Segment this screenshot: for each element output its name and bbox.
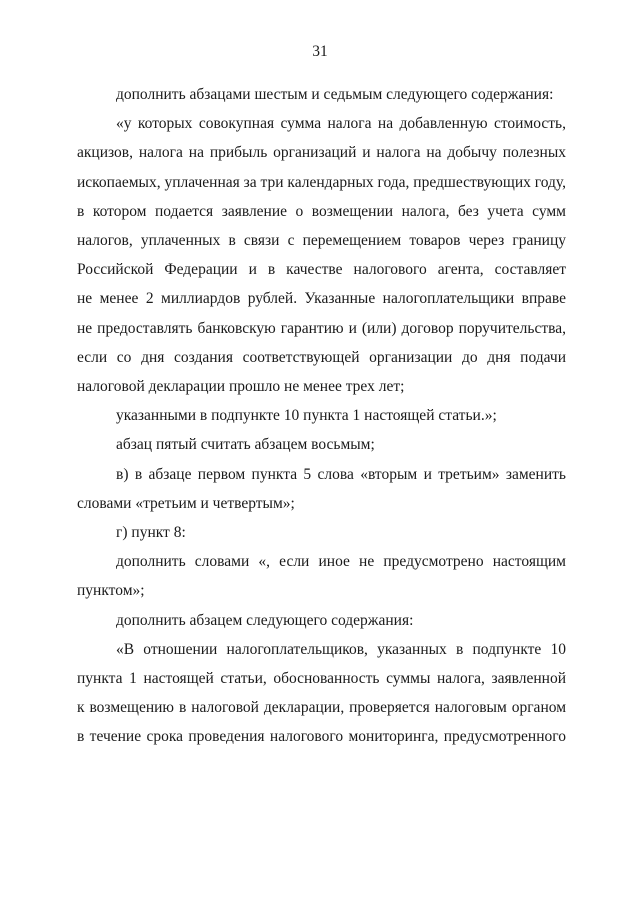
document-body bbox=[77, 80, 566, 752]
text-line: Российской Федерации и в качестве налогового агента, составляет bbox=[77, 261, 566, 279]
paragraph bbox=[77, 430, 566, 459]
page-number: 31 bbox=[312, 43, 328, 60]
text-line: в течение срока проведения налогового мониторинга, предусмотренного bbox=[77, 728, 566, 746]
text-line: к возмещению в налоговой декларации, проверяется налоговым органом bbox=[77, 699, 566, 717]
paragraph bbox=[77, 635, 566, 752]
text-line: не предоставлять банковскую гарантию и (или) договор поручительства, bbox=[77, 319, 566, 337]
text-line: дополнить абзацем следующего содержания: bbox=[116, 611, 414, 629]
paragraph bbox=[77, 518, 566, 547]
text-line: в) в абзаце первом пункта 5 слова «вторым и третьим» заменить bbox=[116, 465, 566, 483]
text-line: дополнить абзацами шестым и седьмым следующего содержания: bbox=[116, 86, 554, 103]
text-line: «у которых совокупная сумма налога на добавленную стоимость, bbox=[116, 115, 566, 133]
text-line: налоговой декларации прошло не менее трех лет; bbox=[77, 378, 405, 396]
paragraph bbox=[77, 547, 566, 605]
text-line: дополнить словами «, если иное не предусмотрено настоящим bbox=[116, 553, 566, 571]
text-line: г) пункт 8: bbox=[116, 524, 186, 542]
text-line: налогов, уплаченных в связи с перемещением товаров через границу bbox=[77, 232, 566, 250]
text-line: пункта 1 настоящей статьи, обоснованность суммы налога, заявленной bbox=[77, 670, 566, 688]
text-line: указанными в подпункте 10 пункта 1 настоящей статьи.»; bbox=[116, 407, 497, 425]
paragraph bbox=[77, 401, 566, 430]
paragraph bbox=[77, 80, 566, 109]
text-line: не менее 2 миллиардов рублей. Указанные налогоплательщики вправе bbox=[77, 290, 566, 308]
text-line: абзац пятый считать абзацем восьмым; bbox=[116, 436, 375, 454]
text-line: словами «третьим и четвертым»; bbox=[77, 494, 295, 512]
text-line: если со дня создания соответствующей организации до дня подачи bbox=[77, 348, 566, 366]
text-line: акцизов, налога на прибыль организаций и налога на добычу полезных bbox=[77, 144, 566, 162]
text-line: в котором подается заявление о возмещении налога, без учета сумм bbox=[77, 202, 566, 220]
text-line: пунктом»; bbox=[77, 582, 145, 600]
paragraph bbox=[77, 460, 566, 518]
paragraph bbox=[77, 109, 566, 401]
text-line: ископаемых, уплаченная за три календарных года, предшествующих году, bbox=[77, 173, 566, 191]
paragraph bbox=[77, 606, 566, 635]
text-line: «В отношении налогоплательщиков, указанных в подпункте 10 bbox=[116, 640, 566, 658]
